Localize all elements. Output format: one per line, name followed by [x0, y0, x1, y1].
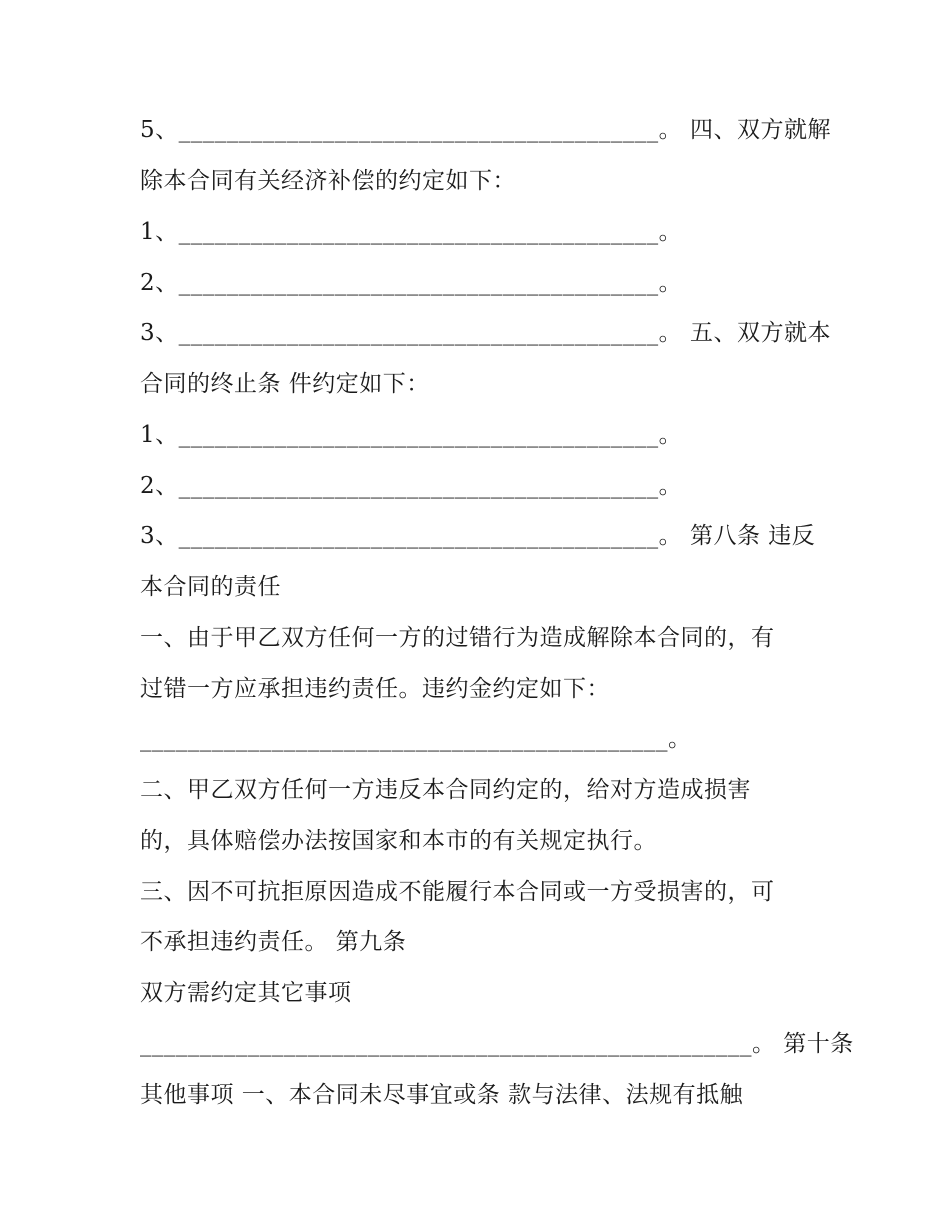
text-line-termination-1: 1、________________________________________。	[140, 422, 683, 448]
text-line-other-matters-blank: ___________________________________________________。 第十条	[140, 1031, 854, 1057]
text-line-compensation-2: 2、________________________________________。	[140, 270, 683, 296]
text-line-article-8-title: 本合同的责任	[140, 574, 281, 600]
text-line-compensation-3: 3、________________________________________。 五、双方就本	[140, 320, 831, 346]
text-line-article-10-body: 其他事项 一、本合同未尽事宜或条 款与法律、法规有抵触	[140, 1082, 744, 1108]
text-line-article-8-para-1a: 一、由于甲乙双方任何一方的过错行为造成解除本合同的，有	[140, 625, 775, 651]
text-line-article-9-body: 双方需约定其它事项	[140, 980, 352, 1006]
text-line-termination-intro: 合同的终止条 件约定如下：	[140, 371, 430, 397]
text-line-penalty-blank: ____________________________________________。	[140, 726, 692, 752]
text-line-termination-2: 2、________________________________________。	[140, 473, 683, 499]
text-line-article-8-para-2a: 二、甲乙双方任何一方违反本合同约定的，给对方造成损害	[140, 777, 751, 803]
text-line-article-8-para-1b: 过错一方应承担违约责任。违约金约定如下：	[140, 676, 610, 702]
text-line-clause-5-and-section-4: 5、________________________________________。 四、双方就解	[140, 117, 831, 143]
text-line-article-8-para-3b: 不承担违约责任。 第九条	[140, 929, 407, 955]
text-line-compensation-intro: 除本合同有关经济补偿的约定如下：	[140, 168, 516, 194]
text-line-compensation-1: 1、________________________________________。	[140, 219, 683, 245]
text-line-article-8-para-3a: 三、因不可抗拒原因造成不能履行本合同或一方受损害的，可	[140, 879, 775, 905]
text-line-termination-3: 3、________________________________________。 第八条 违反	[140, 523, 816, 549]
text-line-article-8-para-2b: 的，具体赔偿办法按国家和本市的有关规定执行。	[140, 828, 657, 854]
